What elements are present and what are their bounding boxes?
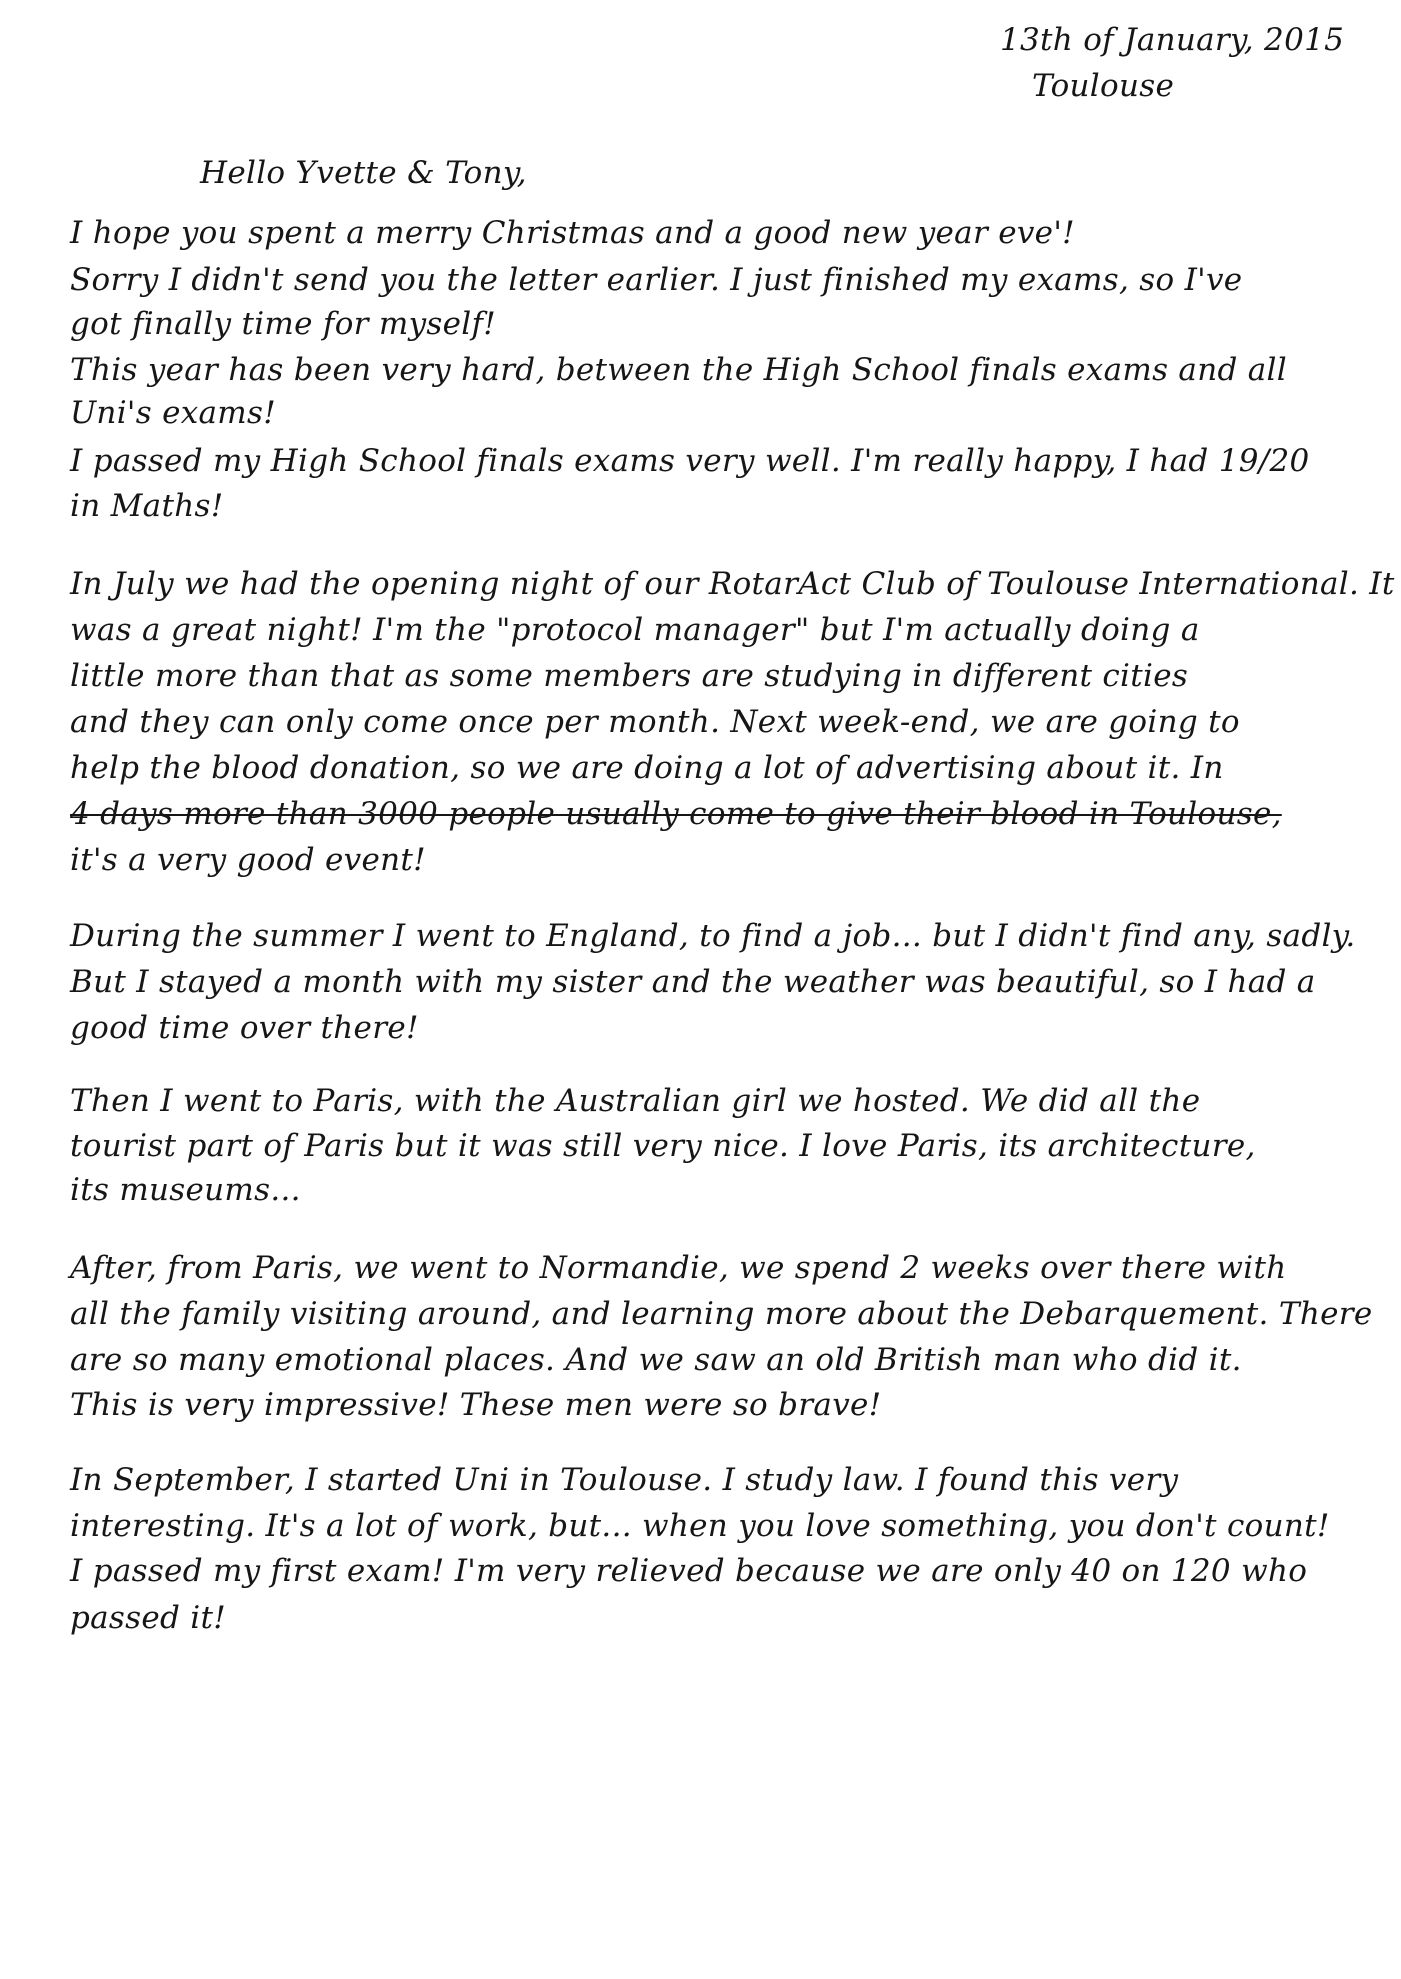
- letter-line-crossed: 4 days more than 3000 people usually come to give their blood in Toulouse,: [70, 796, 1282, 832]
- letter-line: This year has been very hard, between the High School finals exams and all: [70, 352, 1287, 388]
- letter-line: little more than that as some members are studying in different cities: [70, 658, 1189, 694]
- letter-line: I passed my High School finals exams very well. I'm really happy, I had 19/20: [70, 443, 1310, 479]
- letter-line: In July we had the opening night of our RotarAct Club of Toulouse International. It: [70, 566, 1395, 602]
- letter-line: passed it!: [70, 1600, 227, 1636]
- letter-line: Sorry I didn't send you the letter earlier. I just finished my exams, so I've: [70, 262, 1243, 298]
- letter-line: In September, I started Uni in Toulouse. I study law. I found this very: [70, 1462, 1179, 1498]
- letter-line: During the summer I went to England, to find a job... but I didn't find any, sadly.: [70, 918, 1356, 954]
- letter-line: good time over there!: [70, 1010, 419, 1046]
- letter-line: it's a very good event!: [70, 842, 426, 878]
- letter-place: Toulouse: [1032, 68, 1175, 104]
- letter-line: was a great night! I'm the "protocol manager" but I'm actually doing a: [70, 612, 1200, 648]
- letter-line: got finally time for myself!: [70, 306, 497, 342]
- letter-line: help the blood donation, so we are doing a lot of advertising about it. In: [70, 750, 1224, 786]
- letter-date: 13th of January, 2015: [1000, 22, 1345, 58]
- letter-line: and they can only come once per month. Next week-end, we are going to: [70, 704, 1240, 740]
- letter-line: its museums...: [70, 1172, 301, 1208]
- letter-line: Then I went to Paris, with the Australian girl we hosted. We did all the: [70, 1083, 1201, 1119]
- letter-line: But I stayed a month with my sister and the weather was beautiful, so I had a: [70, 964, 1316, 1000]
- letter-line: After, from Paris, we went to Normandie, we spend 2 weeks over there with: [70, 1250, 1287, 1286]
- letter-line: Uni's exams!: [70, 395, 276, 431]
- letter-salutation: Hello Yvette & Tony,: [200, 155, 527, 191]
- letter-line: I hope you spent a merry Christmas and a good new year eve'!: [70, 215, 1075, 251]
- letter-line: are so many emotional places. And we saw an old British man who did it.: [70, 1342, 1242, 1378]
- letter-line: all the family visiting around, and learning more about the Debarquement. There: [70, 1296, 1373, 1332]
- letter-line: tourist part of Paris but it was still very nice. I love Paris, its architecture,: [70, 1128, 1256, 1164]
- letter-line: This is very impressive! These men were so brave!: [70, 1387, 882, 1423]
- letter-line: in Maths!: [70, 488, 224, 524]
- letter-line: I passed my first exam! I'm very relieved because we are only 40 on 120 who: [70, 1553, 1308, 1589]
- letter-line: interesting. It's a lot of work, but... when you love something, you don't count!: [70, 1508, 1330, 1544]
